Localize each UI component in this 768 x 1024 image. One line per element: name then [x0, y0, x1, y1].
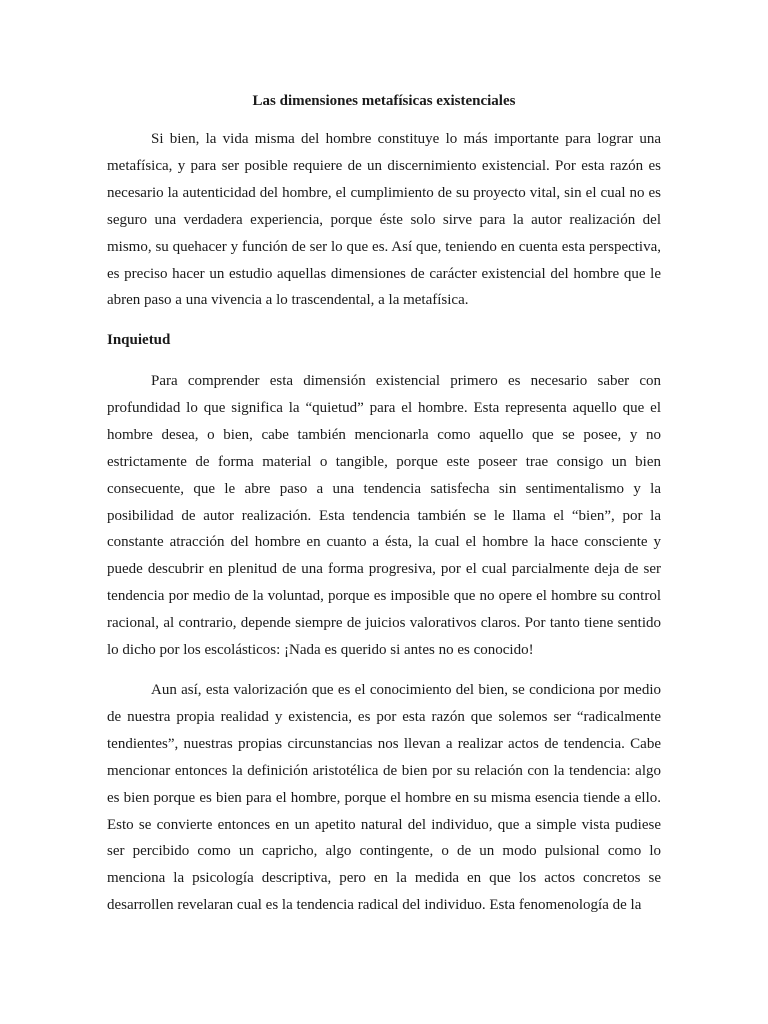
document-title: Las dimensiones metafísicas existenciales [252, 93, 516, 109]
paragraph-intro: Si bien, la vida misma del hombre constituye lo más importante para lograr una metafísica, y para ser posible requiere de un discernimiento existencial. Por esta razón es necesario la autenticidad del hombre, el cumplimiento de su proyecto vital, sin el cual no es seguro una verdadera experiencia, porque éste solo sirve para la autor realización del mismo, su quehacer y función de ser lo que es. Así que, teniendo en cuenta esta perspectiva, es preciso hacer un estudio aquellas dimensiones de carácter existencial del hombre que le abren paso a una vivencia a lo trascendental, a la metafísica. [107, 131, 661, 309]
section-heading-inquietud: Inquietud [107, 332, 171, 348]
paragraph-valorizacion: Aun así, esta valorización que es el conocimiento del bien, se condiciona por medio de nuestra propia realidad y existencia, es por esta razón que solemos ser “radicalmente tendientes”, nuestras propias circunstancias nos llevan a realizar actos de tendencia. Cabe mencionar entonces la definición aristotélica de bien por su relación con la tendencia: algo es bien porque es bien para el hombre, porque el hombre en su misma esencia tiende a ello. Esto se convierte entonces en un apetito natural del individuo, que a simple vista pudiese ser percibido como un capricho, algo contingente, o de un modo pulsional como lo menciona la psicología descriptiva, pero en la medida en que los actos concretos se desarrollen revelaran cual es la tendencia radical del individuo. Esta fenomenología de la [107, 682, 661, 914]
paragraph-quietud: Para comprender esta dimensión existencial primero es necesario saber con profundidad lo que significa la “quietud” para el hombre. Esta representa aquello que el hombre desea, o bien, cabe también mencionarla como aquello que se posee, y no estrictamente de forma material o tangible, porque este poseer trae consigo un bien consecuente, que le abre paso a una tendencia satisfecha sin sentimentalismo y la posibilidad de autor realización. Esta tendencia también se le llama el “bien”, por la constante atracción del hombre en cuanto a ésta, la cual el hombre la hace consciente y puede descubrir en plenitud de una forma progresiva, por el cual parcialmente deja de ser tendencia por medio de la voluntad, porque es imposible que no opere el hombre su control racional, al contrario, depende siempre de juicios valorativos claros. Por tanto tiene sentido lo dicho por los escolásticos: ¡Nada es querido si antes no es conocido! [107, 373, 661, 659]
